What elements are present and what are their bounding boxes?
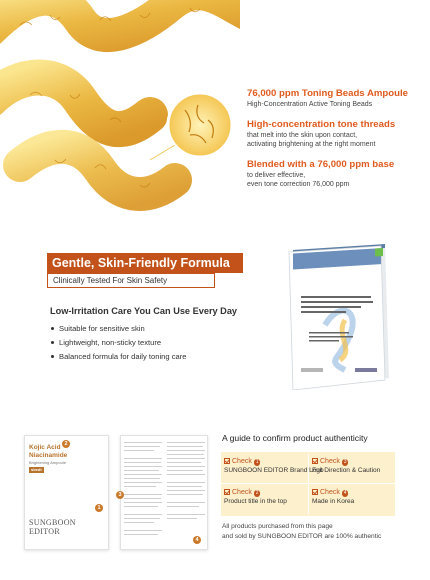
checkbox-icon: [224, 489, 230, 495]
package-back-image: [120, 435, 208, 550]
hero-section: [0, 0, 430, 220]
check-item-3: Check 3 Full Direction & Caution: [312, 458, 381, 474]
authenticity-checklist: [221, 452, 395, 516]
blend-line-2: even tone correction 76,000 ppm: [247, 181, 350, 188]
bullet-icon: [51, 341, 54, 344]
check-item-2: Check 2 Product title in the top: [224, 489, 287, 505]
benefit-list: [51, 322, 186, 364]
threads-line-2: activating brightening at the right moment: [247, 141, 376, 148]
ampoule-texture-image: [0, 0, 240, 220]
marker-4: 4: [193, 536, 201, 544]
authenticity-note: All products purchased from this page and sold by SUNGBOON EDITOR are 100% authentic: [222, 523, 382, 540]
list-item: Balanced formula for daily toning care: [51, 350, 186, 364]
authenticity-title: A guide to confirm product authenticity: [222, 433, 368, 443]
care-title: Low-Irritation Care You Can Use Every Day: [50, 306, 238, 316]
brand-logo: SUNGBOON EDITOR: [29, 518, 76, 536]
marker-3: 3: [116, 491, 124, 499]
product-tag: sbedt: [31, 467, 42, 472]
check-item-1: Check 1 SUNGBOON EDITOR Brand Logo: [224, 458, 324, 474]
clinical-test-report-image: [285, 240, 395, 390]
checkbox-icon: [312, 489, 318, 495]
formula-subtitle: Clinically Tested For Skin Safety: [47, 273, 215, 288]
marker-1: 1: [95, 504, 103, 512]
headline-subtitle: High-Concentration Active Toning Beads: [247, 101, 373, 108]
bullet-icon: [51, 327, 54, 330]
hero-copy: [247, 88, 427, 199]
product-name: Kojic Acid Niacinamide: [29, 444, 68, 459]
package-front-image: [24, 435, 109, 550]
blend-title: Blended with a 76,000 ppm base: [247, 158, 395, 170]
blend-line-1: to deliver effective,: [247, 171, 306, 179]
marker-2: 2: [62, 440, 70, 448]
check-item-4: Check 4 Made in Korea: [312, 489, 355, 505]
list-item: Lightweight, non-sticky texture: [51, 336, 186, 350]
bullet-icon: [51, 355, 54, 358]
checkbox-icon: [312, 458, 318, 464]
product-type: Brightening Ampoule: [29, 460, 66, 465]
checkbox-icon: [224, 458, 230, 464]
headline: 76,000 ppm Toning Beads Ampoule: [247, 88, 408, 99]
threads-title: High-concentration tone threads: [247, 118, 396, 130]
threads-line-1: that melt into the skin upon contact,: [247, 131, 358, 139]
formula-title: Gentle, Skin-Friendly Formula: [47, 253, 243, 273]
list-item: Suitable for sensitive skin: [51, 322, 186, 336]
